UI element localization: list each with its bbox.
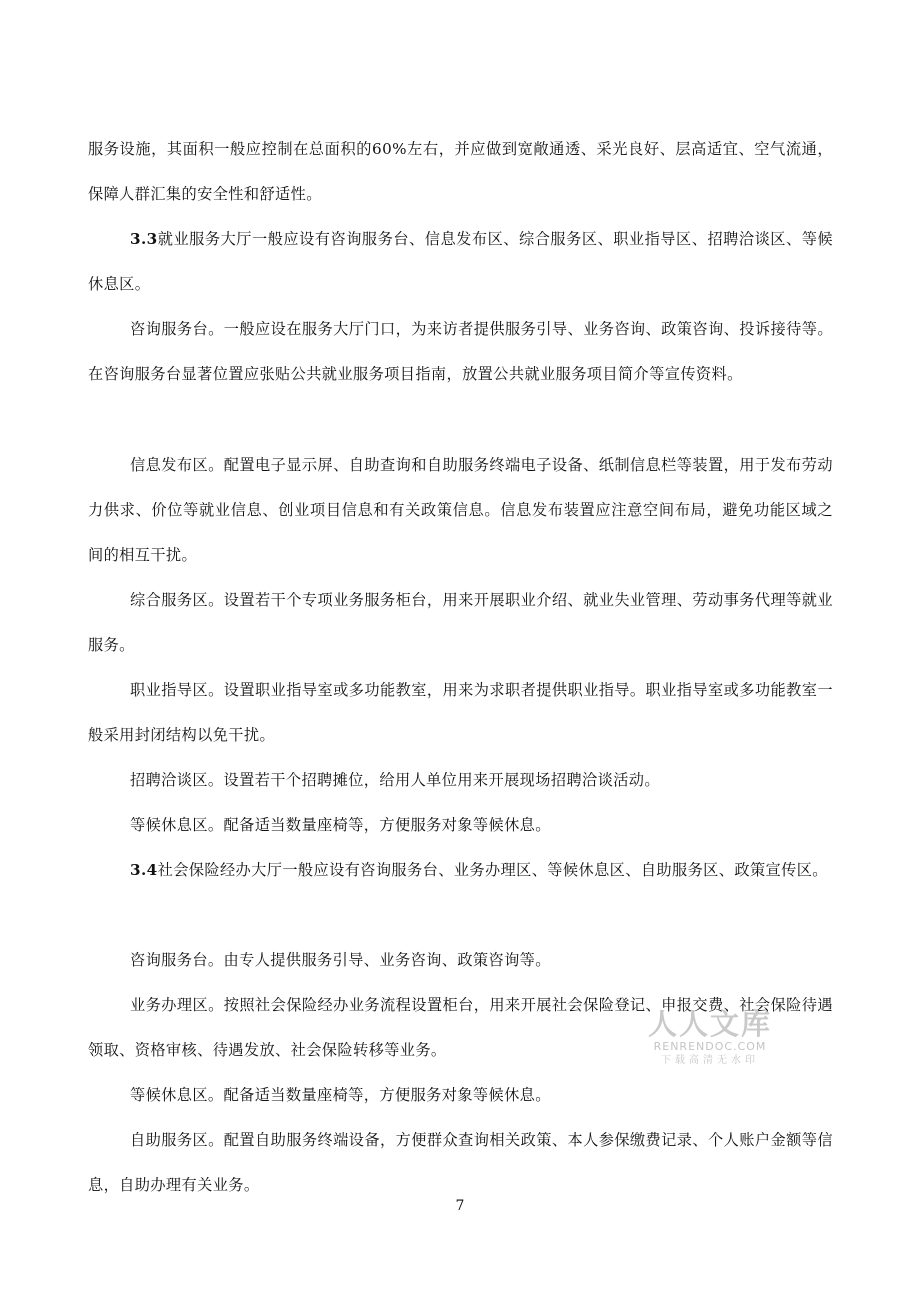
paragraph-comprehensive-service-area bbox=[88, 578, 833, 668]
paragraph-text: 社会保险经办大厅一般应设有咨询服务台、业务办理区、等候休息区、自助服务区、政策宣传区。 bbox=[157, 861, 828, 879]
section-3-4 bbox=[88, 848, 833, 893]
paragraph-text: 服务设施，其面积一般应控制在总面积的60%左右，并应做到宽敞通透、采光良好、层高适宜、空气流通，保障人群汇集的安全性和舒适性。 bbox=[88, 140, 833, 203]
watermark-subtitle: 下载高清无水印 bbox=[661, 1055, 759, 1066]
paragraph-text: 信息发布区。配置电子显示屏、自助查询和自助服务终端电子设备、纸制信息栏等装置，用于发布劳动力供求、价位等就业信息、创业项目信息和有关政策信息。信息发布装置应注意空间布局，避免功能区域之间的相互干扰。 bbox=[88, 456, 833, 564]
paragraph-text: 等候休息区。配备适当数量座椅等，方便服务对象等候休息。 bbox=[130, 1086, 551, 1104]
section-number: 3.3 bbox=[130, 230, 158, 248]
paragraph-continuation bbox=[88, 127, 833, 217]
paragraph-text: 咨询服务台。由专人提供服务引导、业务咨询、政策咨询等。 bbox=[130, 951, 551, 969]
paragraph-text: 招聘洽谈区。设置若干个招聘摊位，给用人单位用来开展现场招聘洽谈活动。 bbox=[130, 771, 660, 789]
paragraph-text: 职业指导区。设置职业指导室或多功能教室，用来为求职者提供职业指导。职业指导室或多功能教室一般采用封闭结构以免干扰。 bbox=[88, 681, 833, 744]
paragraph-consulting-desk bbox=[88, 307, 833, 397]
watermark-title: 人人文库 bbox=[647, 1007, 772, 1041]
page-number: 7 bbox=[455, 1198, 465, 1214]
paragraph-text: 等候休息区。配备适当数量座椅等，方便服务对象等候休息。 bbox=[130, 816, 551, 834]
paragraph-si-consulting-desk bbox=[88, 938, 833, 983]
paragraph-text: 咨询服务台。一般应设在服务大厅门口，为来访者提供服务引导、业务咨询、政策咨询、投诉接待等。在咨询服务台显著位置应张贴公共就业服务项目指南，放置公共就业服务项目简介等宣传资料。 bbox=[88, 320, 833, 383]
paragraph-waiting-area bbox=[88, 803, 833, 848]
section-3-3 bbox=[88, 217, 833, 307]
watermark-logo bbox=[644, 1008, 776, 1080]
paragraph-text: 就业服务大厅一般应设有咨询服务台、信息发布区、综合服务区、职业指导区、招聘洽谈区、等候休息区。 bbox=[88, 230, 833, 293]
section-number: 3.4 bbox=[130, 861, 158, 879]
watermark-url: RENRENDOC.COM bbox=[653, 1040, 767, 1053]
paragraph-recruitment-area bbox=[88, 758, 833, 803]
paragraph-text: 业务办理区。按照社会保险经办业务流程设置柜台，用来开展社会保险登记、申报交费、社会保险待遇领取、资格审核、待遇发放、社会保险转移等业务。 bbox=[88, 996, 833, 1059]
paragraph-info-release-area bbox=[88, 443, 833, 578]
paragraph-self-service-area bbox=[88, 1118, 833, 1208]
paragraph-text: 自助服务区。配置自助服务终端设备，方便群众查询相关政策、本人参保缴费记录、个人账户金额等信息，自助办理有关业务。 bbox=[88, 1131, 833, 1194]
paragraph-career-guidance-area bbox=[88, 668, 833, 758]
paragraph-text: 综合服务区。设置若干个专项业务服务柜台，用来开展职业介绍、就业失业管理、劳动事务代理等就业服务。 bbox=[88, 591, 833, 654]
